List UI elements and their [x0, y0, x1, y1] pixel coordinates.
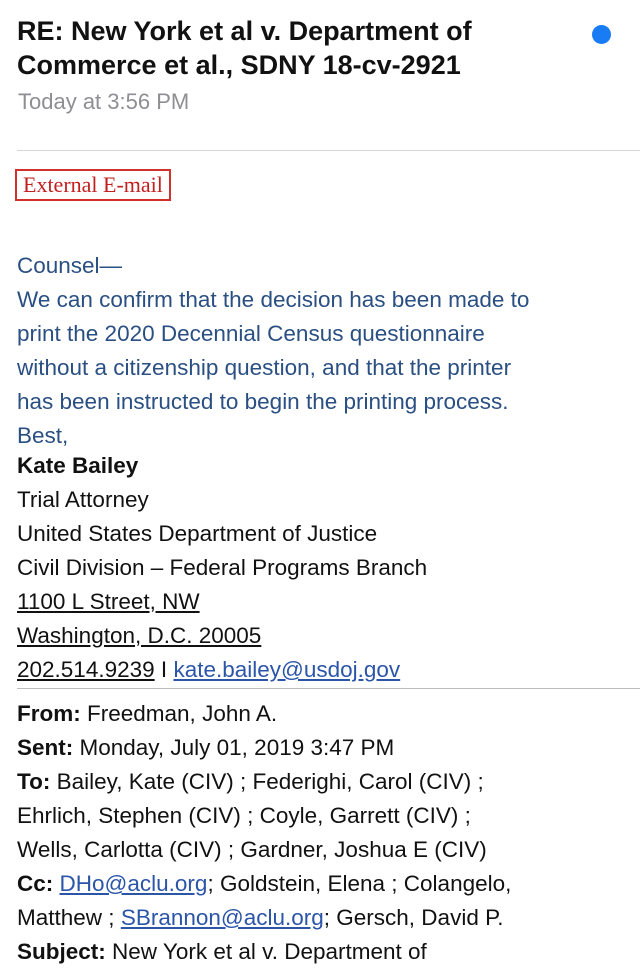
signature-city-link[interactable]: Washington, D.C. 20005 — [17, 623, 262, 648]
quoted-subject-value: New York et al v. Department of — [112, 939, 427, 964]
signature-separator: I — [160, 657, 168, 682]
to-label: To: — [17, 769, 51, 794]
signature-division: Civil Division – Federal Programs Branch — [17, 555, 428, 580]
signature-phone-link[interactable]: 202.514.9239 — [17, 657, 155, 682]
cc-label: Cc: — [17, 871, 54, 896]
body-line: print the 2020 Decennial Census questionnaire — [17, 321, 485, 346]
subject-line-1: RE: New York et al v. Department of — [17, 16, 472, 46]
to-line-3: Wells, Carlotta (CIV) ; Gardner, Joshua E (CIV) — [17, 837, 487, 862]
cc-text-2: ; Gersch, David P. — [323, 905, 504, 930]
from-value: Freedman, John A. — [87, 701, 278, 726]
body-line: has been instructed to begin the printing process. — [17, 389, 509, 414]
external-email-banner: External E-mail — [15, 169, 171, 201]
body-line: We can confirm that the decision has been made to — [17, 287, 530, 312]
to-line-1: Bailey, Kate (CIV) ; Federighi, Carol (CIV) ; — [56, 769, 484, 794]
from-label: From: — [17, 701, 81, 726]
header-divider — [17, 150, 640, 151]
quoted-divider — [17, 688, 640, 689]
signature-street-link[interactable]: 1100 L Street, NW — [17, 589, 200, 614]
signature-org: United States Department of Justice — [17, 521, 378, 546]
cc-email-link-1[interactable]: DHo@aclu.org — [59, 871, 208, 896]
message-date: Today at 3:56 PM — [18, 89, 190, 114]
signature-block — [17, 449, 632, 687]
sent-value: Monday, July 01, 2019 3:47 PM — [79, 735, 395, 760]
signature-email-link[interactable]: kate.bailey@usdoj.gov — [173, 657, 401, 682]
body-line: without a citizenship question, and that the printer — [17, 355, 512, 380]
quoted-message-header — [17, 697, 637, 969]
message-body — [17, 249, 632, 453]
cc-text-1: ; Goldstein, Elena ; Colangelo, — [207, 871, 512, 896]
message-subject — [17, 14, 557, 82]
sent-label: Sent: — [17, 735, 74, 760]
message-header — [17, 14, 617, 82]
to-line-2: Ehrlich, Stephen (CIV) ; Coyle, Garrett (CIV) ; — [17, 803, 471, 828]
subject-line-2: Commerce et al., SDNY 18-cv-2921 — [17, 50, 461, 80]
body-greeting: Counsel— — [17, 253, 123, 278]
cc-email-link-2[interactable]: SBrannon@aclu.org — [120, 905, 324, 930]
signature-title: Trial Attorney — [17, 487, 149, 512]
cc-line-2-start: Matthew ; — [17, 905, 115, 930]
unread-indicator-icon[interactable] — [592, 25, 611, 44]
subject-label: Subject: — [17, 939, 106, 964]
body-closing: Best, — [17, 423, 69, 448]
signature-name: Kate Bailey — [17, 453, 139, 478]
